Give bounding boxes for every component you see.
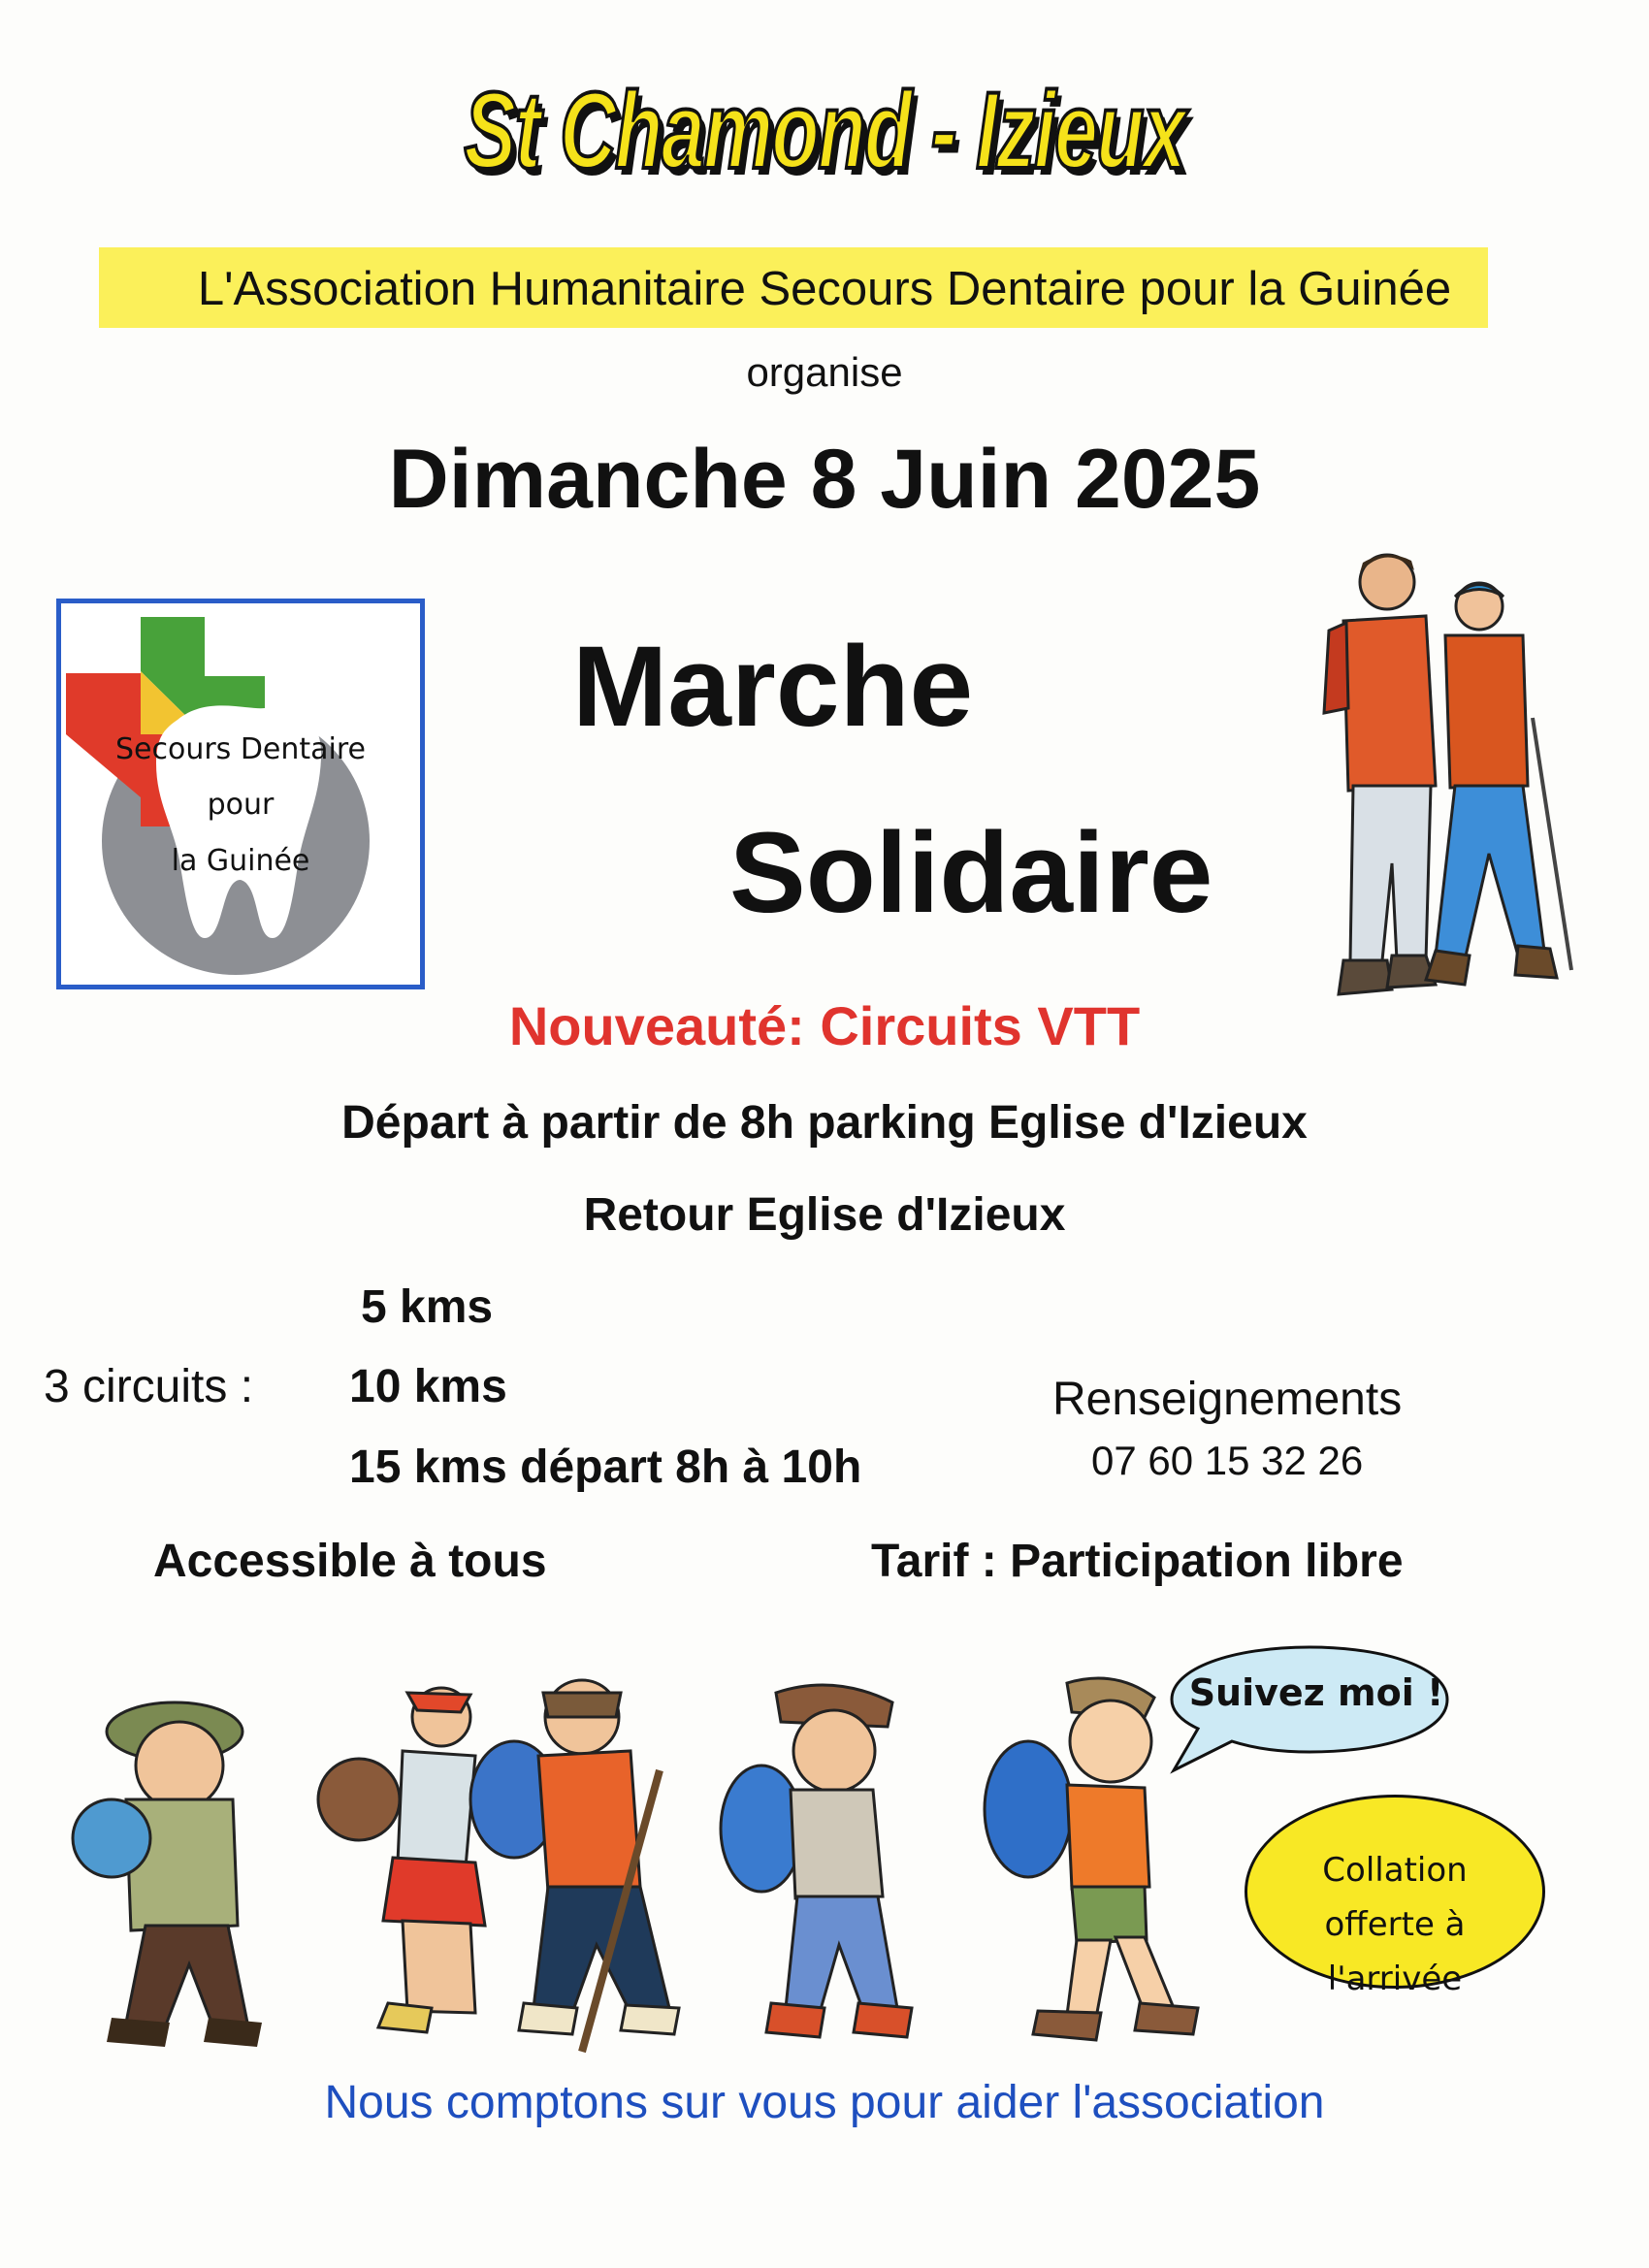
- poster-title: St Chamond - Izieux: [464, 70, 1185, 191]
- accessibility-text: Accessible à tous: [153, 1536, 547, 1587]
- event-title-line-2: Solidaire: [729, 809, 1213, 937]
- hiker-5-figure: [985, 1678, 1198, 2040]
- association-logo: [56, 599, 425, 989]
- organise-text: organise: [746, 349, 903, 395]
- hiker-2-figure: [318, 1688, 485, 2032]
- hiker-4-figure: [721, 1685, 912, 2037]
- departure-text: Départ à partir de 8h parking Eglise d'Izieux: [341, 1097, 1308, 1149]
- return-text: Retour Eglise d'Izieux: [583, 1189, 1066, 1241]
- novelty-text: Nouveauté: Circuits VTT: [508, 995, 1141, 1056]
- speech-bubble-text: Suivez moi !: [1188, 1671, 1444, 1714]
- footer-message: Nous comptons sur vous pour aider l'association: [324, 2077, 1325, 2128]
- collation-line-3: l'arrivée: [1327, 1960, 1463, 1998]
- collation-line-2: offerte à: [1324, 1905, 1466, 1944]
- event-title-line-1: Marche: [572, 623, 974, 751]
- circuits-label: 3 circuits :: [44, 1361, 254, 1412]
- collation-line-1: Collation: [1322, 1851, 1468, 1890]
- circuit-item-15km: 15 kms départ 8h à 10h: [349, 1442, 862, 1493]
- circuit-item-10km: 10 kms: [349, 1361, 507, 1412]
- hiker-3-figure: [470, 1680, 679, 2052]
- info-label: Renseignements: [1052, 1374, 1403, 1425]
- association-name: L'Association Humanitaire Secours Dentaire pour la Guinée: [197, 263, 1452, 315]
- event-date: Dimanche 8 Juin 2025: [388, 433, 1261, 526]
- collation-text: [1245, 1843, 1545, 2006]
- logo-line-3: la Guinée: [171, 844, 310, 878]
- hikers-couple-illustration: [1290, 543, 1581, 1019]
- logo-line-1: Secours Dentaire: [114, 732, 367, 766]
- price-text: Tarif : Participation libre: [871, 1536, 1404, 1587]
- cartoon-hikers-illustration: [68, 1673, 1232, 2061]
- hiker-1-figure: [73, 1702, 262, 2047]
- phone-number: 07 60 15 32 26: [1091, 1438, 1364, 1483]
- circuit-item-5km: 5 kms: [361, 1281, 494, 1333]
- logo-line-2: pour: [207, 788, 275, 822]
